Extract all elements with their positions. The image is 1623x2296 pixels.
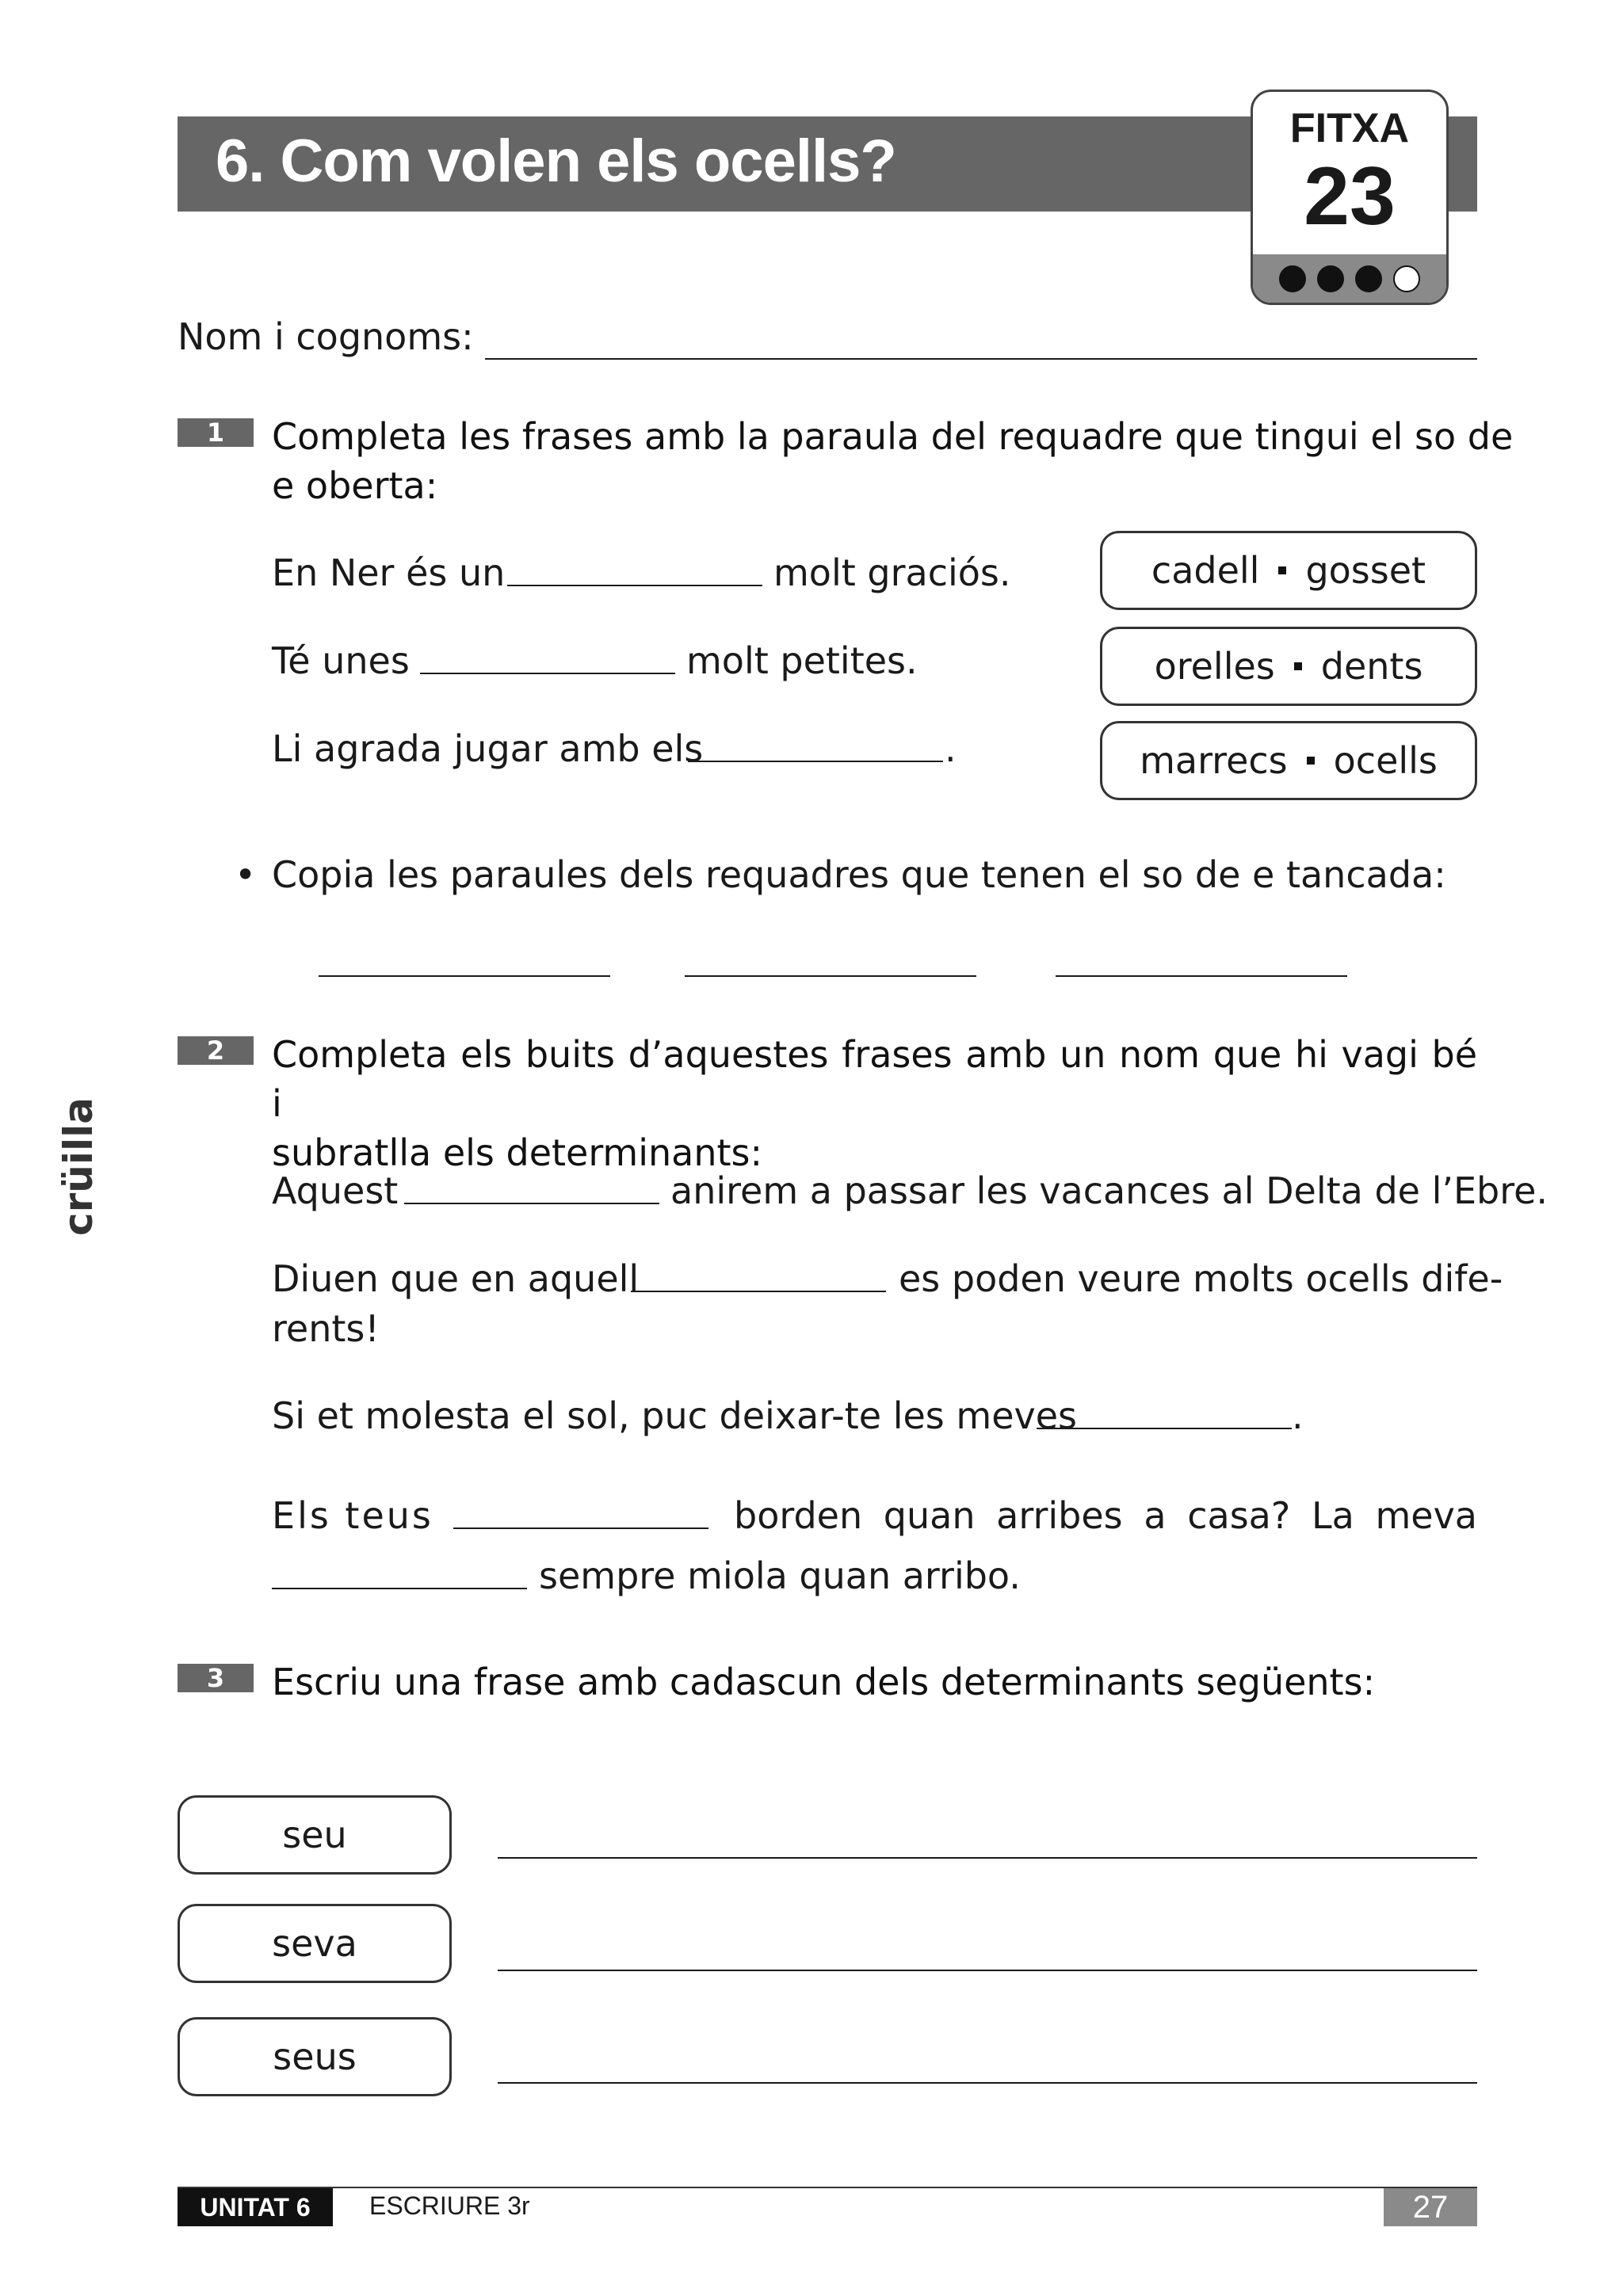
name-field[interactable] [485,358,1477,360]
sentence-before: Els teus [272,1494,433,1537]
word-box [1100,721,1477,800]
sentence-before: Si et molesta el sol, puc deixar-te les meves [272,1394,1077,1437]
empty-dot-icon [1393,265,1420,292]
sentence-before: Li agrada jugar amb els [272,727,704,770]
sentence-before: En Ner és un [272,551,506,594]
answer-blank[interactable] [1056,975,1347,977]
sentence-after: molt graciós. [773,551,1011,594]
page-title: 6. Com volen els ocells? [216,128,896,195]
answer-blank[interactable] [453,1527,708,1529]
word-box [1100,627,1477,706]
answer-blank[interactable] [688,761,943,762]
subject-label: ESCRIURE 3r [369,2191,530,2220]
instruction-line: subratlla els determinants: [272,1131,763,1174]
separator [1278,566,1286,574]
filled-dot-icon [1317,265,1344,292]
answer-blank[interactable] [507,585,762,586]
word-option: ocells [1333,739,1438,782]
instruction-line: Completa els buits d’aquestes frases amb un nom que hi vagi bé i [272,1033,1477,1125]
answer-blank[interactable] [420,673,675,674]
name-label: Nom i cognoms: [178,315,474,358]
determinant-box: seus [178,2017,452,2096]
answer-line[interactable] [498,1970,1477,1971]
sentence-after: . [945,727,957,770]
filled-dot-icon [1355,265,1382,292]
determinant-box: seva [178,1904,452,1983]
answer-blank[interactable] [404,1203,659,1204]
answer-blank[interactable] [631,1291,886,1292]
word-option: dents [1320,645,1423,688]
exercise-number: 2 [178,1036,254,1065]
answer-line[interactable] [498,2082,1477,2084]
word-option: cadell [1151,549,1260,592]
sentence-before: Té unes [272,639,410,682]
exercise-instruction: Escriu una frase amb cadascun dels determinants següents: [272,1661,1376,1703]
difficulty-indicator [1253,254,1446,303]
exercise-instruction [272,412,1513,510]
fitxa-badge [1251,90,1449,305]
unit-label: UNITAT 6 [178,2188,333,2226]
fitxa-number: 23 [1304,151,1396,242]
footer-rule [178,2187,1477,2188]
bullet-icon: • [235,853,257,896]
word-option: marrecs [1140,739,1288,782]
page-number: 27 [1384,2188,1477,2226]
exercise-instruction [272,1030,1477,1177]
answer-blank[interactable] [319,975,610,977]
word-option: gosset [1305,549,1426,592]
exercise-number: 3 [178,1664,254,1692]
answer-blank[interactable] [685,975,976,977]
word-box [1100,531,1477,610]
sentence-continuation: sempre miola quan arribo. [539,1554,1021,1597]
fitxa-label: FITXA [1289,105,1410,151]
sentence-before: Aquest [272,1169,399,1212]
answer-line[interactable] [498,1857,1477,1859]
sentence-after: borden quan arribes a casa? La meva [734,1494,1477,1537]
instruction-line: e oberta: [272,464,438,507]
publisher-logo: crüilla [55,1097,101,1236]
filled-dot-icon [1279,265,1306,292]
sentence-continuation: rents! [272,1307,380,1350]
sentence-before: Diuen que en aquell [272,1257,640,1300]
sub-instruction: Copia les paraules dels requadres que tenen el so de e tancada: [272,853,1446,896]
determinant-box: seu [178,1795,452,1875]
sentence-after: . [1292,1394,1304,1437]
sentence-after: molt petites. [686,639,918,682]
separator [1307,757,1315,765]
answer-blank[interactable] [272,1588,527,1589]
exercise-number: 1 [178,418,254,447]
word-option: orelles [1154,645,1275,688]
sentence-after: es poden veure molts ocells dife- [899,1257,1503,1300]
instruction-line: Completa les frases amb la paraula del requadre que tingui el so de [272,415,1514,458]
answer-blank[interactable] [1037,1428,1292,1429]
separator [1294,662,1302,670]
sentence-after: anirem a passar les vacances al Delta de l’Ebre. [670,1169,1549,1212]
